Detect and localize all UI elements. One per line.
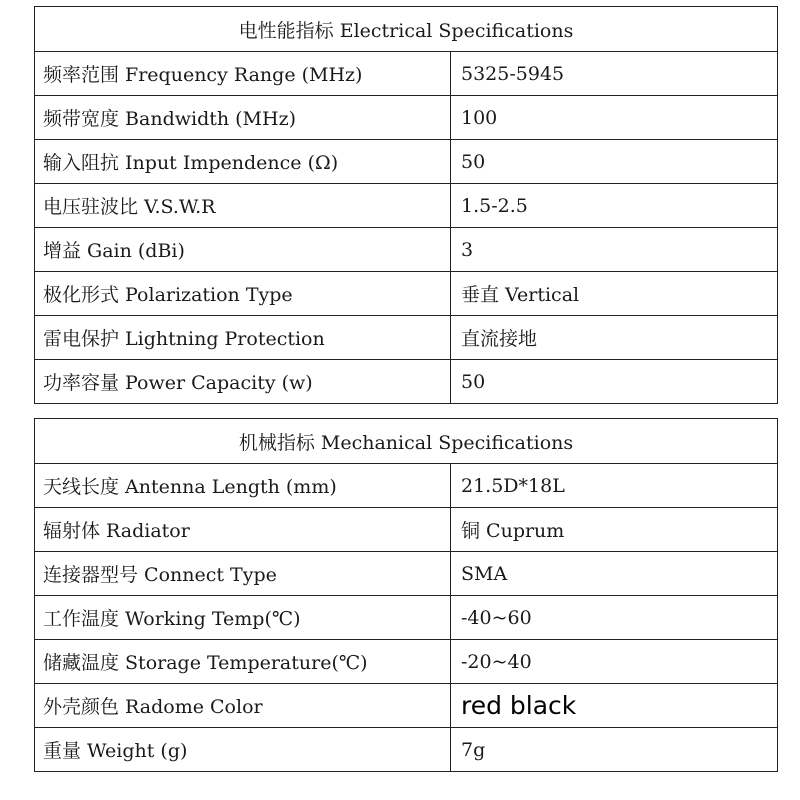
spec-label: 外壳颜色 Radome Color — [35, 684, 451, 727]
spec-label: 辐射体 Radiator — [35, 508, 451, 551]
table-row — [35, 508, 777, 552]
table-row — [35, 596, 777, 640]
spec-label: 输入阻抗 Input Impendence (Ω) — [35, 140, 451, 183]
spec-value: 1.5-2.5 — [461, 194, 528, 217]
table-row — [35, 184, 777, 228]
table-row — [35, 228, 777, 272]
table-row — [35, 684, 777, 728]
spec-label: 重量 Weight (g) — [35, 728, 451, 771]
spec-value: red black — [461, 691, 577, 720]
spec-value: SMA — [461, 562, 508, 585]
spec-value: 铜 Cuprum — [461, 520, 565, 542]
table-row — [35, 640, 777, 684]
spec-label: 电压驻波比 V.S.W.R — [35, 184, 451, 227]
table-gap — [0, 410, 800, 418]
table-row — [35, 96, 777, 140]
spec-label: 储藏温度 Storage Temperature(℃) — [35, 640, 451, 683]
table-row — [35, 52, 777, 96]
spec-label: 工作温度 Working Temp(℃) — [35, 596, 451, 639]
spec-value: 5325-5945 — [461, 62, 565, 85]
spec-label: 连接器型号 Connect Type — [35, 552, 451, 595]
spec-value: 100 — [461, 106, 498, 129]
table-row — [35, 272, 777, 316]
table-row — [35, 316, 777, 360]
spec-label: 雷电保护 Lightning Protection — [35, 316, 451, 359]
mechanical-spec-header: 机械指标 Mechanical Specifications — [35, 419, 777, 464]
spec-label: 极化形式 Polarization Type — [35, 272, 451, 315]
spec-value: 50 — [461, 150, 486, 173]
spec-value: 50 — [461, 370, 486, 393]
spec-label: 天线长度 Antenna Length (mm) — [35, 464, 451, 507]
spec-label: 功率容量 Power Capacity (w) — [35, 360, 451, 403]
table-row — [35, 360, 777, 404]
table-row — [35, 728, 777, 772]
spec-value: 直流接地 — [461, 328, 538, 350]
table-row — [35, 552, 777, 596]
electrical-spec-table — [34, 6, 778, 404]
table-row — [35, 140, 777, 184]
spec-value: -20~40 — [461, 650, 532, 673]
spec-value: 3 — [461, 238, 474, 261]
spec-value: 7g — [461, 738, 486, 761]
spec-label: 频率范围 Frequency Range (MHz) — [35, 52, 451, 95]
spec-value: 垂直 Vertical — [461, 284, 580, 306]
spec-label: 增益 Gain (dBi) — [35, 228, 451, 271]
electrical-spec-header: 电性能指标 Electrical Specifications — [35, 7, 777, 52]
spec-value: -40~60 — [461, 606, 532, 629]
spec-value: 21.5D*18L — [461, 474, 565, 497]
mechanical-spec-table — [34, 418, 778, 772]
spec-label: 频带宽度 Bandwidth (MHz) — [35, 96, 451, 139]
table-row — [35, 464, 777, 508]
